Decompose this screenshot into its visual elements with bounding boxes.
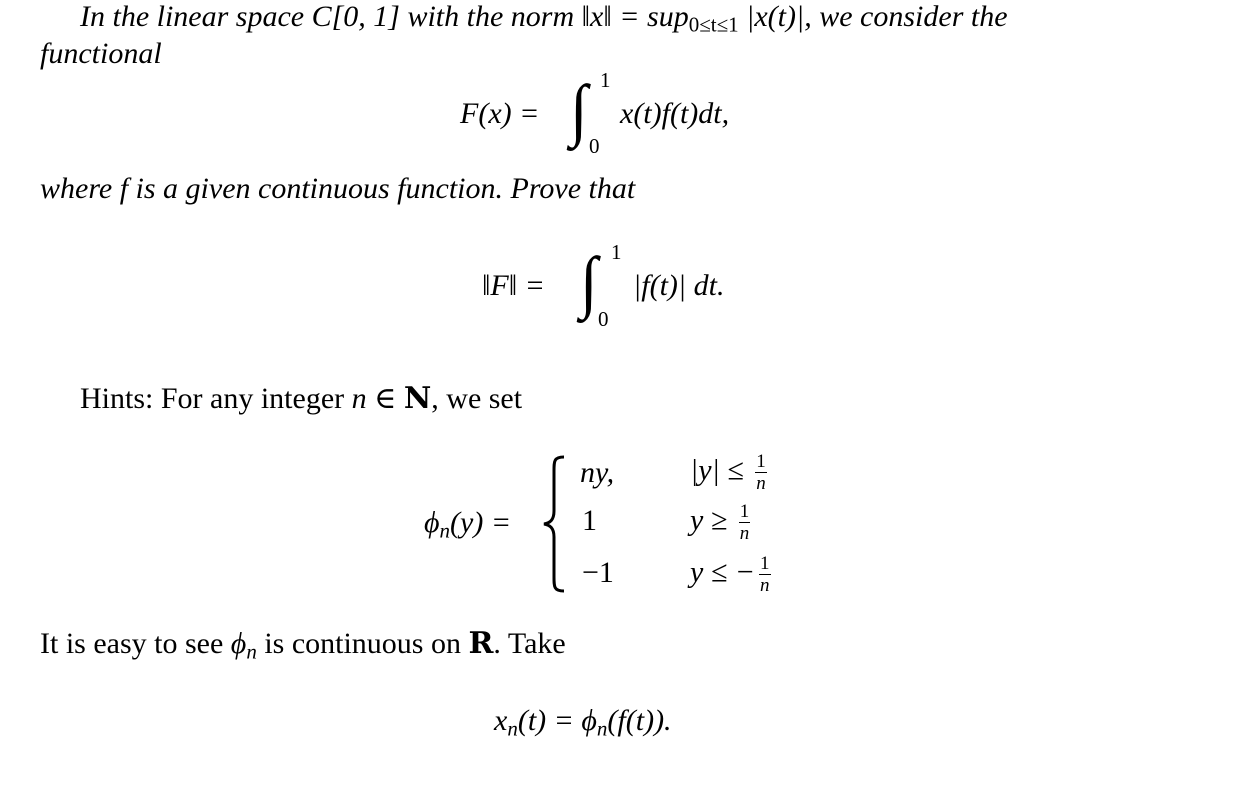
problem-line-3: where f is a given continuous function. Prove that [40,172,636,205]
norm-lhs: ‖F‖ = [482,269,545,302]
hints-intro-end: , we set [431,382,523,415]
naturals-symbol: N [403,381,432,416]
case-3-condition-text: y ≤ − [690,555,756,589]
integral-symbol: ∫ [580,243,598,320]
case-2-numerator: 1 [739,501,750,522]
problem-line-1-end: |x(t)|, we consider the [738,0,1008,33]
case-1-condition-text: |y| ≤ [690,453,752,487]
sup-subscript: 0≤t≤1 [688,12,739,37]
left-brace-icon [542,455,566,593]
xn-phi-subscript: n [596,716,608,741]
xn-subscript: n [507,716,518,741]
norm-lower-limit: 0 [598,307,609,331]
phi-lhs [424,506,511,543]
continuity-pre: It is easy to see [40,627,231,660]
hints-intro [80,381,522,416]
continuity-mid: is continuous on [256,627,469,660]
case-3-fraction [759,554,771,595]
reals-symbol: R [468,626,494,661]
problem-line-2: functional [40,37,162,70]
problem-line-1-text: In the linear space C[0, 1] with the norm ‖x‖ = sup [80,0,689,33]
case-1-condition [690,452,767,493]
case-2-condition [690,502,750,543]
case-1-value: ny, [580,456,615,489]
case-2-fraction [739,502,751,543]
functional-integral-sign [570,71,588,148]
problem-line-1 [80,0,1008,37]
case-1-denominator: n [756,473,766,494]
functional-lower-limit: 0 [589,134,600,158]
xn-symbol: x [494,704,508,737]
case-2-denominator: n [739,523,750,544]
case-3-condition [690,554,771,595]
case-3-numerator: 1 [760,553,770,574]
functional-integrand: x(t)f(t)dt, [620,97,730,130]
hints-intro-text: Hints: For any integer [80,382,352,415]
norm-integral-sign [580,243,598,320]
case-2-value: 1 [582,504,597,537]
continuity-phi: ϕ [230,627,247,660]
continuity-sentence [40,626,566,664]
integral-symbol: ∫ [570,71,588,148]
case-3-denominator: n [760,575,770,596]
norm-integrand: |f(t)| dt. [633,269,725,302]
continuity-end: . Take [493,627,566,660]
hints-intro-math: n ∈ [351,382,404,415]
case-3-value: −1 [582,556,614,589]
norm-upper-limit: 1 [611,240,622,264]
case-1-fraction [755,452,767,493]
phi-symbol: ϕ [424,506,440,539]
functional-upper-limit: 1 [600,68,611,92]
xn-definition [494,704,672,741]
case-1-numerator: 1 [756,451,766,472]
continuity-phi-subscript: n [246,639,257,664]
functional-lhs: F(x) = [460,97,540,130]
xn-middle: (t) = ϕ [517,704,597,737]
phi-argument: (y) = [450,506,512,539]
phi-subscript: n [439,518,451,543]
xn-end: (f(t)). [607,704,672,737]
case-2-condition-text: y ≥ [690,503,735,537]
